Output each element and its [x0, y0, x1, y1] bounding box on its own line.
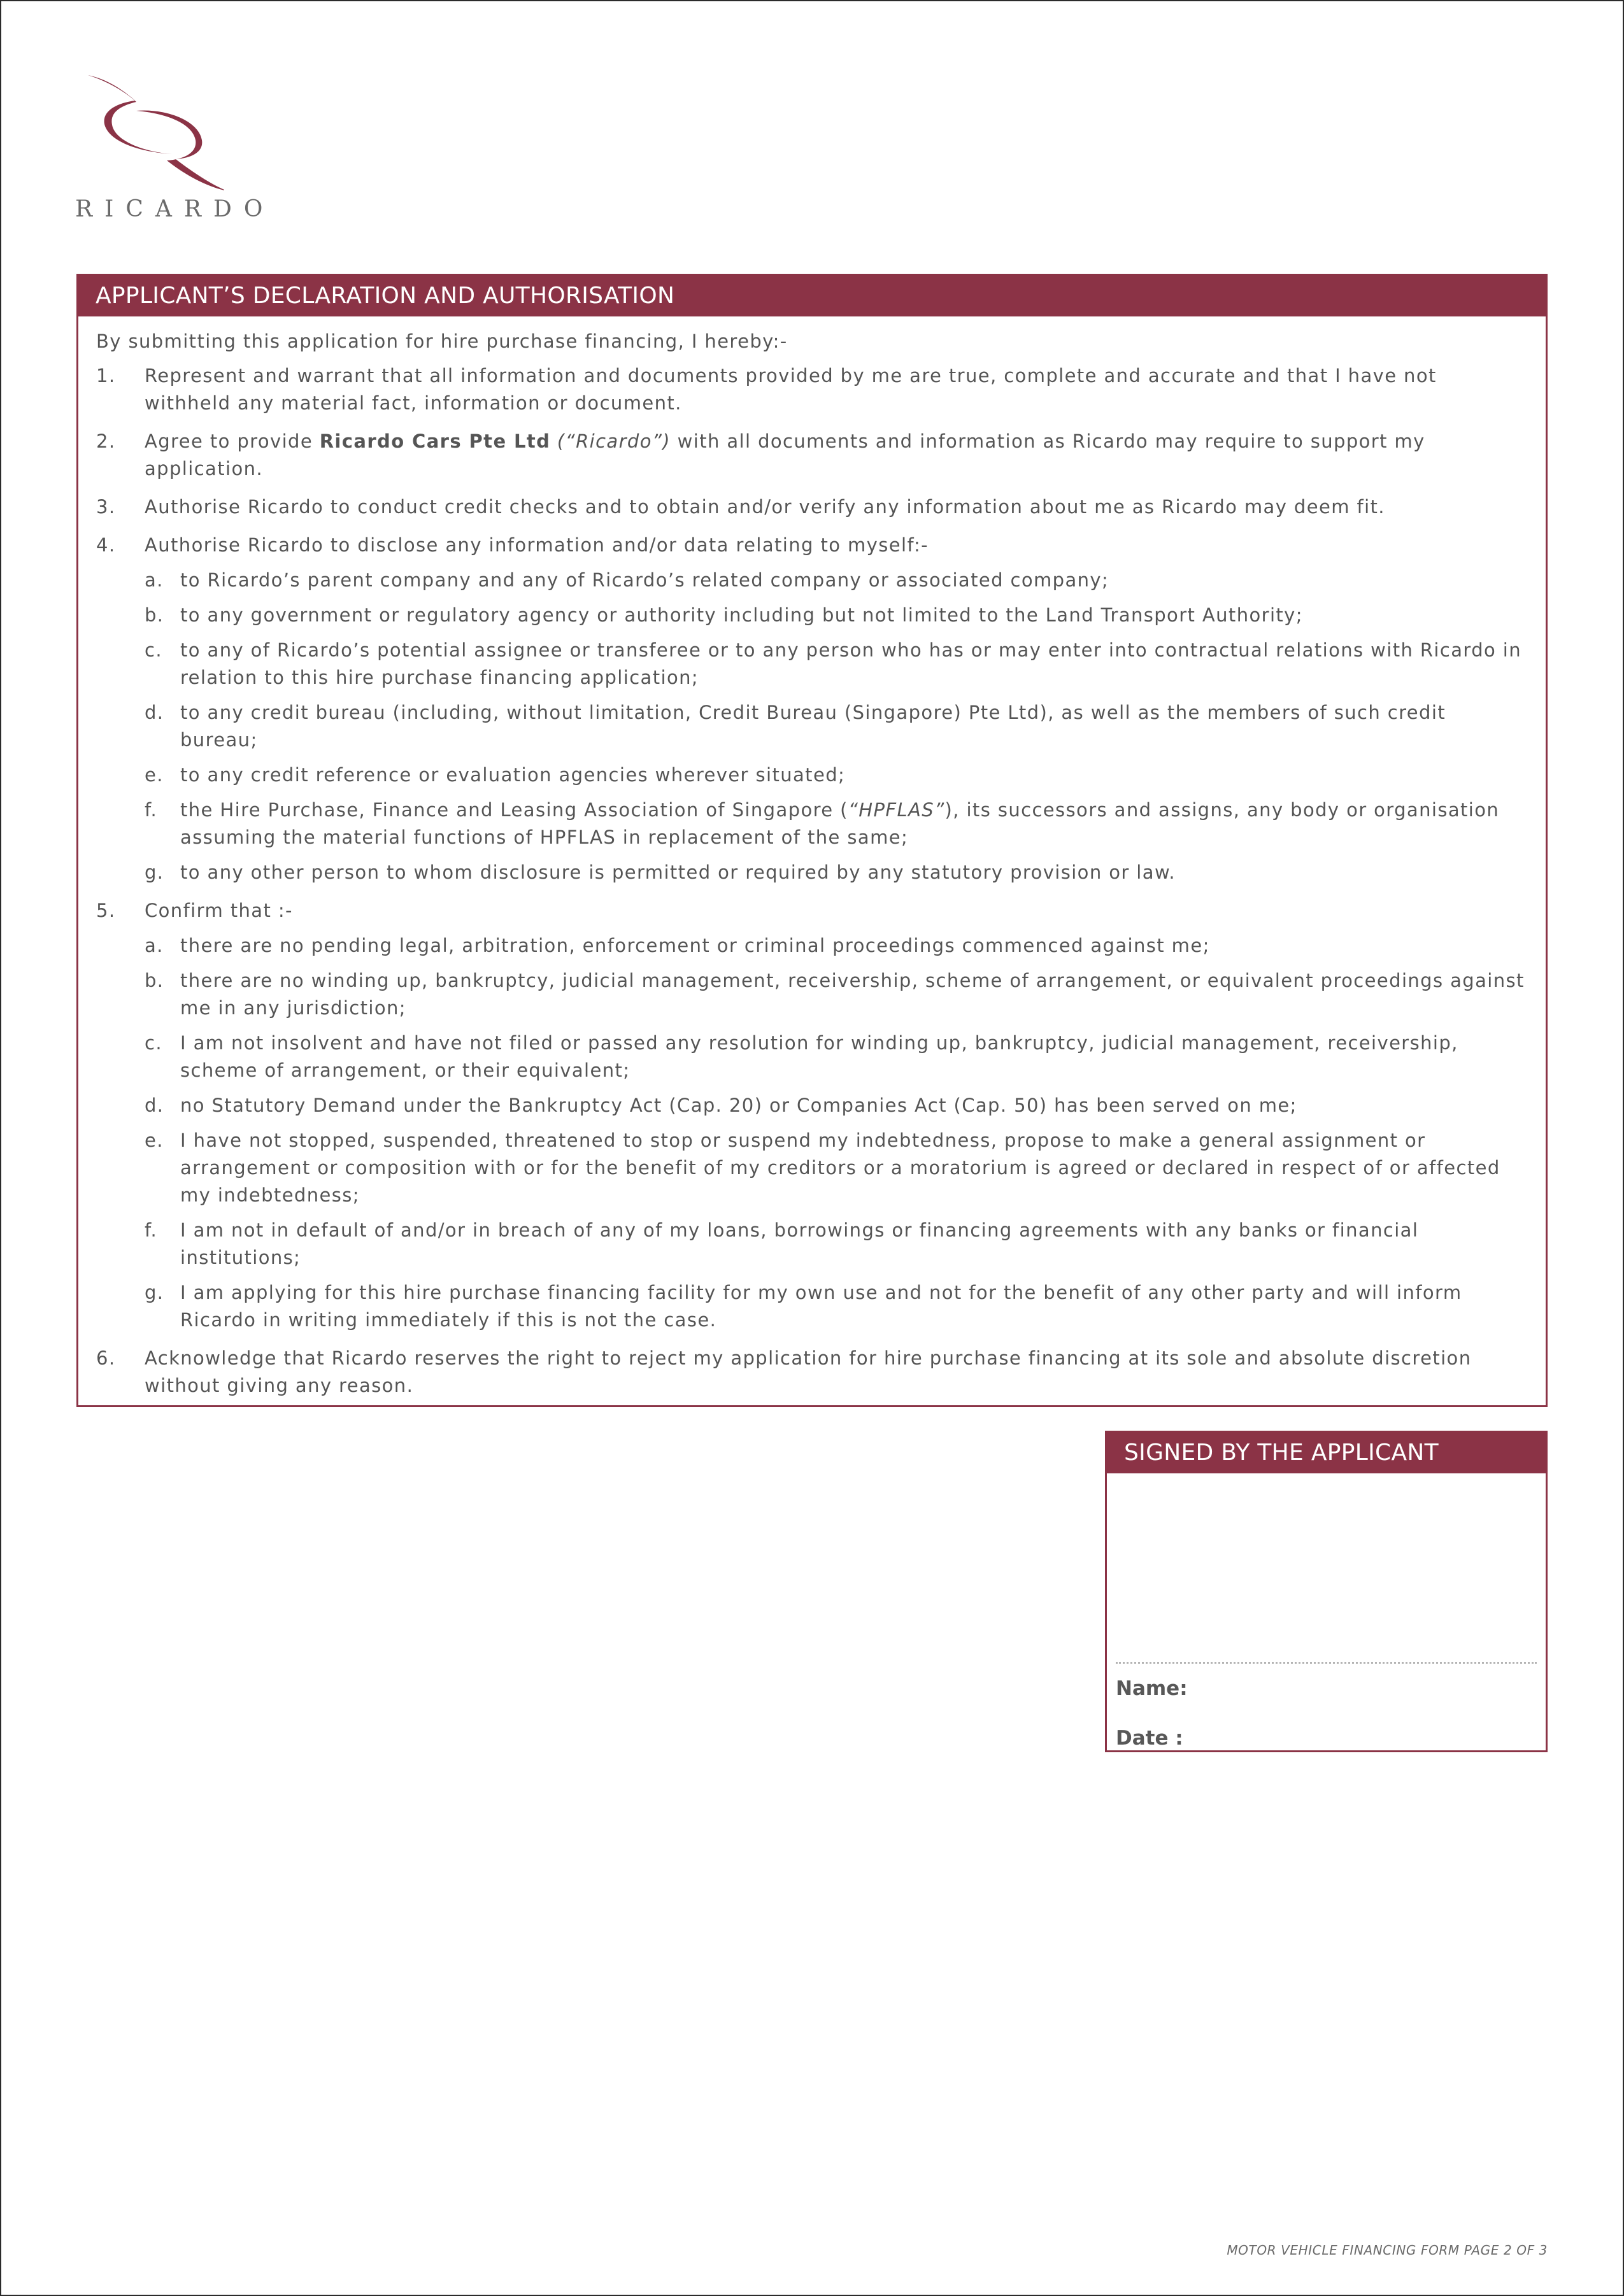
signature-section	[1105, 1431, 1548, 1752]
sub-text: to any government or regulatory agency or authority including but not limited to the Land Transport Authority;	[180, 604, 1303, 626]
sub-item	[145, 762, 1528, 789]
sub-item	[145, 932, 1528, 960]
hpflas-abbrev: “HPFLAS”	[848, 799, 945, 821]
item-number: 4.	[96, 534, 116, 556]
sub-text: I am not in default of and/or in breach of any of my loans, borrowings or financing agreements with any banks or financial institutions;	[180, 1219, 1419, 1268]
sub-text-part: ), its successors and assigns, any body or organisation assuming the material functions of HPFLAS in replacement of the same;	[180, 799, 1500, 848]
declaration-item	[96, 493, 1528, 521]
sub-text: there are no pending legal, arbitration, enforcement or criminal proceedings commenced against me;	[180, 935, 1210, 956]
sub-text: I am not insolvent and have not filed or passed any resolution for winding up, bankruptcy, judicial management, receivership, scheme of arrangement, or their equivalent;	[180, 1032, 1458, 1081]
sub-letter: c.	[145, 1032, 162, 1054]
item-number: 2.	[96, 430, 116, 452]
sub-item	[145, 1217, 1528, 1272]
sub-text: no Statutory Demand under the Bankruptcy Act (Cap. 20) or Companies Act (Cap. 50) has been served on me;	[180, 1095, 1297, 1116]
sub-letter: e.	[145, 1130, 164, 1151]
declaration-title: APPLICANT’S DECLARATION AND AUTHORISATION	[78, 276, 1546, 316]
sub-letter: b.	[145, 970, 164, 991]
sub-letter: f.	[145, 1219, 158, 1241]
sub-text: to any credit bureau (including, without limitation, Credit Bureau (Singapore) Pte Ltd), as well as the members of such credit bureau;	[180, 702, 1446, 751]
item-text-part: with all documents and information as Ricardo may require to support my application.	[145, 430, 1425, 479]
item-number: 5.	[96, 900, 116, 921]
sub-letter: c.	[145, 639, 162, 661]
sub-item	[145, 797, 1528, 851]
sub-letter: d.	[145, 1095, 164, 1116]
declaration-item	[96, 1345, 1528, 1400]
item-number: 1.	[96, 365, 116, 386]
sub-letter: f.	[145, 799, 158, 821]
sub-item	[145, 699, 1528, 754]
company-short-name: (“Ricardo”)	[550, 430, 671, 452]
sub-item	[145, 1092, 1528, 1119]
sub-text: to any other person to whom disclosure is permitted or required by any statutory provision or law.	[180, 861, 1176, 883]
sub-item	[145, 859, 1528, 886]
item-text	[145, 428, 1528, 483]
sub-letter: g.	[145, 861, 164, 883]
sub-item	[145, 637, 1528, 691]
sub-item	[145, 1279, 1528, 1334]
item-number: 3.	[96, 496, 116, 518]
sub-letter: b.	[145, 604, 164, 626]
item-text: Confirm that :-	[145, 900, 293, 921]
sub-item	[145, 602, 1528, 629]
sub-letter: a.	[145, 935, 164, 956]
sub-letter: a.	[145, 569, 164, 591]
sub-item	[145, 567, 1528, 594]
item-text: Authorise Ricardo to disclose any information and/or data relating to myself:-	[145, 534, 929, 556]
declaration-section	[76, 274, 1548, 1407]
sub-item	[145, 967, 1528, 1022]
item-text: Represent and warrant that all information and documents provided by me are true, complete and accurate and that I have not withheld any material fact, information or document.	[145, 365, 1437, 414]
sub-item	[145, 1127, 1528, 1209]
sub-text: I am applying for this hire purchase financing facility for my own use and not for the benefit of any other party and will inform Ricardo in writing immediately if this is not the case.	[180, 1282, 1462, 1331]
page-footer: MOTOR VEHICLE FINANCING FORM PAGE 2 OF 3	[1227, 2243, 1548, 2258]
declaration-item	[96, 362, 1528, 417]
company-name: Ricardo Cars Pte Ltd	[319, 430, 551, 452]
brand-name: RICARDO	[75, 196, 275, 222]
sub-item	[145, 1030, 1528, 1084]
sub-text: I have not stopped, suspended, threatened to stop or suspend my indebtedness, propose to make a general assignment or arrangement or composition with or for the benefit of my creditors or a moratorium is agreed or declared in respect of or affected my indebtedness;	[180, 1130, 1500, 1206]
item-text-part: Agree to provide	[145, 430, 320, 452]
sub-letter: d.	[145, 702, 164, 723]
item-text: Acknowledge that Ricardo reserves the right to reject my application for hire purchase financing at its sole and absolute discretion without giving any reason.	[145, 1347, 1472, 1396]
name-label: Name:	[1116, 1677, 1188, 1700]
sub-text	[180, 797, 1528, 851]
sub-text: there are no winding up, bankruptcy, judicial management, receivership, scheme of arrangement, or equivalent proceedings against me in any jurisdiction;	[180, 970, 1525, 1019]
signature-area[interactable]	[1107, 1473, 1546, 1658]
signature-line	[1116, 1662, 1537, 1664]
signature-title: SIGNED BY THE APPLICANT	[1107, 1433, 1546, 1473]
sub-text: to any of Ricardo’s potential assignee or transferee or to any person who has or may enter into contractual relations with Ricardo in relation to this hire purchase financing application;	[180, 639, 1522, 688]
declaration-item	[96, 428, 1528, 483]
sub-text: to Ricardo’s parent company and any of Ricardo’s related company or associated company;	[180, 569, 1109, 591]
sub-text-part: the Hire Purchase, Finance and Leasing Association of Singapore (	[180, 799, 848, 821]
declaration-intro: By submitting this application for hire purchase financing, I hereby:-	[96, 330, 788, 352]
item-number: 6.	[96, 1347, 116, 1369]
declaration-item	[96, 897, 1528, 1334]
date-label: Date :	[1116, 1727, 1183, 1750]
sub-letter: g.	[145, 1282, 164, 1303]
sub-letter: e.	[145, 764, 164, 786]
declaration-item	[96, 532, 1528, 886]
item-text: Authorise Ricardo to conduct credit checks and to obtain and/or verify any information about me as Ricardo may deem fit.	[145, 496, 1385, 518]
ricardo-logo-icon	[71, 70, 224, 197]
ricardo-logo	[71, 70, 275, 229]
sub-text: to any credit reference or evaluation agencies wherever situated;	[180, 764, 846, 786]
